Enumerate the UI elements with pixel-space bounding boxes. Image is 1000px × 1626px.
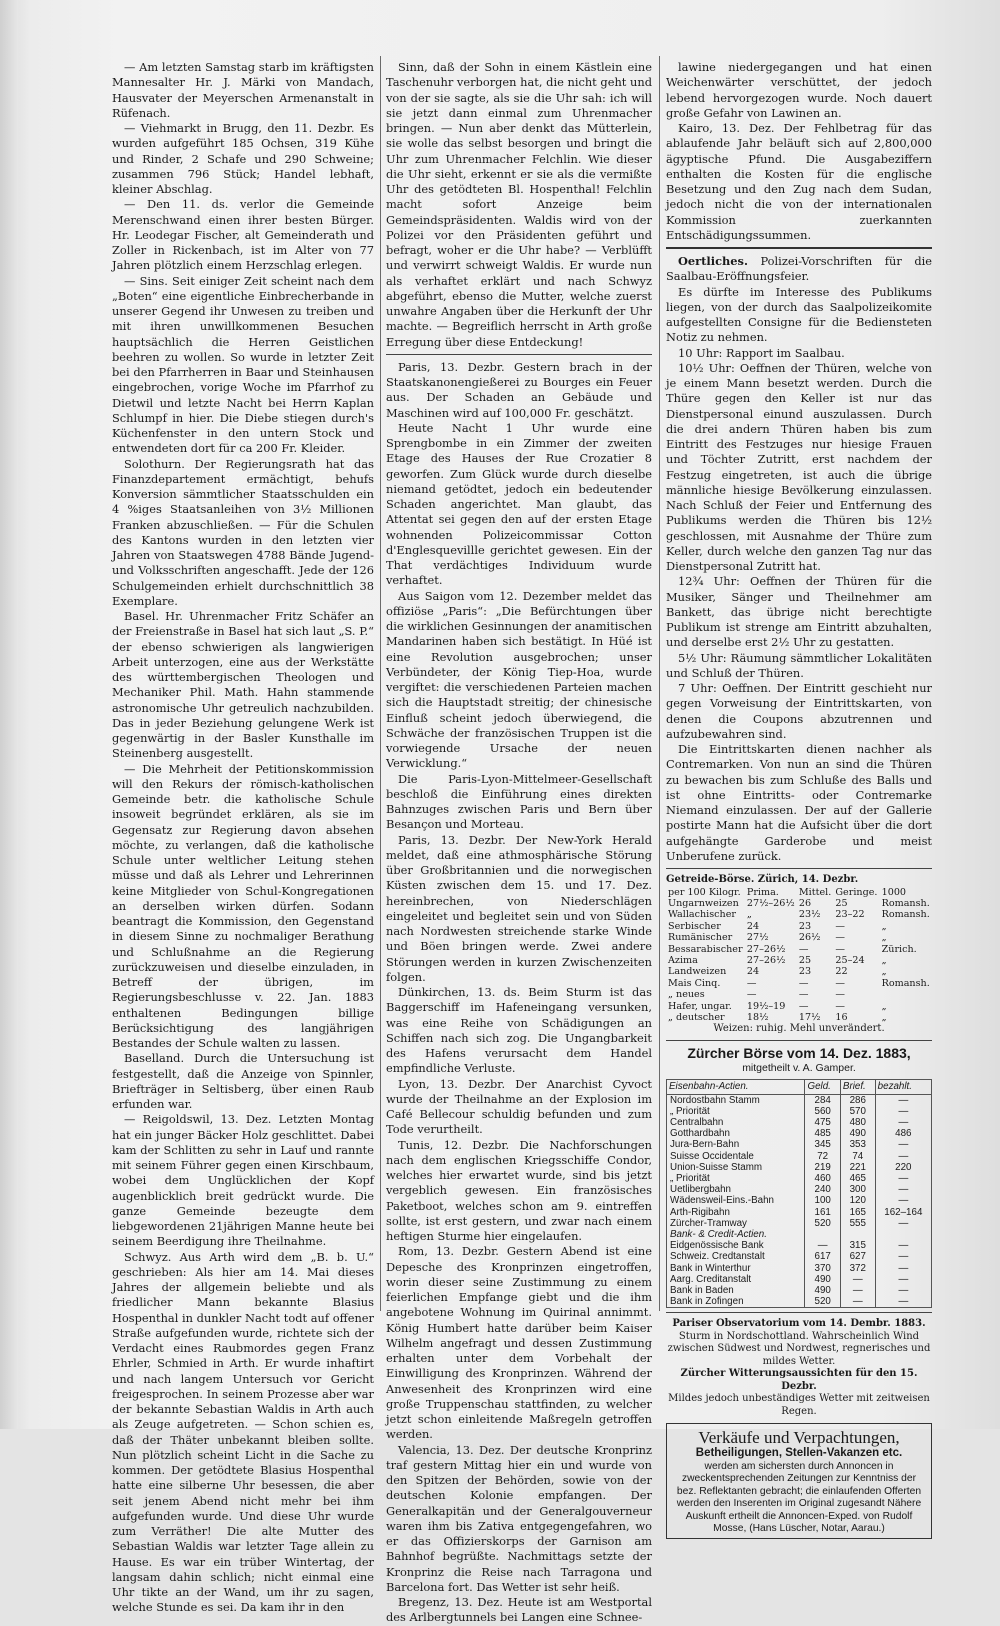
- table-header-cell: Mittel.: [798, 886, 832, 898]
- table-cell: Azima: [668, 954, 698, 966]
- local-news-heading: Oertliches.: [678, 254, 748, 268]
- table-cell: Union-Suisse Stamm: [667, 1162, 805, 1173]
- table-row: [667, 1173, 932, 1184]
- table-cell: Bessarabischer: [668, 943, 743, 955]
- table-cell: „: [881, 932, 887, 944]
- article-paragraph: Sinn, daß der Sohn in einem Kästlein eine Taschenuhr verborgen hat, die nicht geht und von der sie sagte, als sie die Uhr sah: ich will sie jetzt dann einmal zum Uhrenmacher bringen. — Nun aber denkt das Mütterlein, sie wolle das selbst besorgen und bringt die Uhr zum Uhrenmacher Felchlin. Wie dieser die Uhr sieht, erkennt er sie als die vermißte Uhr des getödteten Bl. Hospenthal! Felchlin macht sofort Anzeige beim Gemeindspräsidenten. Waldis wird von der Polizei vor den Präsidenten geführt und befragt, woher er die Uhr habe? — Verblüfft und verwirrt schweigt Waldis. Er wurde nun als verhaftet erklärt und nach Schwyz abgeführt, ebenso die Mutter, welche zuerst unwahre Angaben über die Herkunft der Uhr machte. — Begreiflich herrscht in Arth große Erregung über diese Entdeckung!: [386, 60, 652, 349]
- table-cell: „: [881, 1000, 887, 1012]
- article-paragraph: 5½ Uhr: Räumung sämmtlicher Lokalitäten und Schluß der Thüren.: [666, 650, 932, 680]
- table-cell: —: [875, 1184, 931, 1195]
- table-cell: —: [840, 1296, 875, 1308]
- table-cell: 617: [805, 1251, 840, 1262]
- table-row: [667, 1274, 932, 1285]
- table-cell: 555: [840, 1218, 875, 1229]
- article-paragraph: 10 Uhr: Rapport im Saalbau.: [678, 345, 845, 360]
- table-cell: Mais Cinq.: [668, 977, 721, 989]
- table-cell: 23–22: [835, 909, 865, 921]
- table-header-cell: per 100 Kilogr.: [668, 886, 741, 898]
- table-cell: —: [875, 1151, 931, 1162]
- table-cell: —: [875, 1218, 931, 1229]
- table-row: [667, 1139, 932, 1150]
- table-cell: 286: [840, 1094, 875, 1106]
- table-row: [667, 1195, 932, 1206]
- table-cell: 100: [805, 1195, 840, 1206]
- table-row: [667, 1251, 932, 1262]
- observatory-title: Pariser Observatorium vom 14. Dembr. 1883.: [672, 1318, 926, 1330]
- table-row: [666, 898, 932, 909]
- table-cell: —: [875, 1195, 931, 1206]
- table-cell: „: [746, 909, 752, 921]
- table-cell: Bank in Baden: [667, 1285, 805, 1296]
- table-cell: 460: [805, 1173, 840, 1184]
- article-paragraph: — Am letzten Samstag starb im kräftigsten Mannesalter Hr. J. Märki von Mandach, Hausvater der Meyerschen Armenanstalt in Rüfenach.: [112, 60, 374, 120]
- article-paragraph: Solothurn. Der Regierungsrath hat das Finanzdepartement ermächtigt, behufs Konversion sämmtlicher Staatsschulden ein 4 %iges Staatsanleihen von 3½ Millionen Franken abzuschließen. — Für die Schulen des Kantons wurden in den letzten vier Jahren von Staatswegen 4788 Bände Jugend- und Volksschriften angeschafft. Jede der 126 Schulgemeinden erhielt durchschnittlich 38 Exemplare.: [112, 456, 374, 608]
- table-cell: 165: [840, 1207, 875, 1218]
- table-row: [667, 1184, 932, 1195]
- table-cell: Zürich.: [881, 943, 917, 955]
- table-cell: 480: [840, 1117, 875, 1128]
- stock-exchange-table: [666, 1079, 932, 1308]
- article-paragraph: Tunis, 12. Dezbr. Die Nachforschungen nach dem englischen Kriegsschiffe Condor, welches hier erwartet wurde, sind bis jetzt vergeblich gewesen. Ein französisches Paketboot, welches schon am 9. eintreffen sollte, ist erst gestern, und zwar nach einem heftigen Sturme hier eingelaufen.: [386, 1137, 652, 1243]
- table-cell: 17½: [798, 1011, 821, 1023]
- table-cell: Ungarnweizen: [668, 897, 739, 909]
- table-cell: 300: [840, 1184, 875, 1195]
- table-cell: Hafer, ungar.: [668, 1000, 732, 1012]
- table-cell: „: [881, 966, 887, 978]
- table-cell: —: [798, 1000, 809, 1012]
- article-paragraph: Baselland. Durch die Untersuchung ist festgestellt, daß die Anzeige von Spinnler, Briefträger in Seltisberg, über einen Raub erfunden war.: [112, 1051, 374, 1111]
- column-2: [386, 60, 652, 1626]
- article-paragraph: Schwyz. Aus Arth wird dem „B. b. U.“ geschrieben: Als hier am 14. Mai dieses Jahres der allgemein beliebte und als friedlicher Mann bekannte Blasius Hospenthal in dunkler Nacht todt auf offener Straße aufgefunden wurde, richtete sich der Verdacht eines Raubmordes gegen Franz Ehrler, Schmied in Arth. Er wurde inhaftirt und nach langem Untersuch vor Gericht freigesprochen. In seinem Prozesse aber war der bekannte Sebastian Waldis in Arth auch als Zeuge aufgetreten. — Schon schien es, daß der Thäter unbekannt bleiben sollte. Nun plötzlich scheint Licht in die Sache zu kommen. Der getödtete Blasius Hospenthal hatte eine silberne Uhr besessen, die aber seit jenem Abend nicht mehr bei ihm aufgefunden wurde. Und diese Uhr wurde zum Verräther! Die alte Mutter des Sebastian Waldis war letzter Tage allein zu Hause. Es war ein trüber Wintertag, der langsam dahin schlich; nicht einmal eine Uhr tikte an der Wand, um ihr zu sagen, welche Stunde es sei. Da kam ihr in den: [112, 1249, 374, 1615]
- table-cell: 465: [840, 1173, 875, 1184]
- table-cell: —: [746, 977, 757, 989]
- table-cell: Arth-Rigibahn: [667, 1207, 805, 1218]
- column-1: [112, 60, 374, 1616]
- table-cell: —: [805, 1240, 840, 1251]
- table-cell: 485: [805, 1128, 840, 1139]
- table-cell: —: [875, 1274, 931, 1285]
- column-rule-left: [380, 56, 381, 1311]
- table-cell: 520: [805, 1296, 840, 1308]
- table-cell: 27½–26½: [746, 897, 795, 909]
- table-cell: 74: [840, 1151, 875, 1162]
- table-cell: Bank in Winterthur: [667, 1263, 805, 1274]
- table-cell: 161: [805, 1207, 840, 1218]
- table-row: [666, 921, 932, 932]
- table-cell: 24: [746, 920, 760, 932]
- table-row: [667, 1106, 932, 1117]
- table-cell: —: [875, 1296, 931, 1308]
- separator: [666, 868, 932, 869]
- article-paragraph: Die Paris-Lyon-Mittelmeer-Gesellschaft beschloß die Einführung eines direkten Bahnzuges zwischen Paris und Bern über Besançon und Morteau.: [386, 771, 652, 832]
- table-cell: 19½–19: [746, 1000, 786, 1012]
- table-row: [666, 944, 932, 955]
- table-cell: —: [840, 1274, 875, 1285]
- article-paragraph: Bregenz, 13. Dez. Heute ist am Westportal des Arlbergtunnels bei Langen eine Schnee-: [386, 1595, 652, 1625]
- table-cell: Romansh.: [881, 897, 930, 909]
- table-cell: —: [875, 1240, 931, 1251]
- table-cell: —: [875, 1106, 931, 1117]
- table-cell: Nordostbahn Stamm: [667, 1094, 805, 1106]
- grain-price-table: [666, 887, 932, 1024]
- table-cell: —: [875, 1117, 931, 1128]
- table-cell: 240: [805, 1184, 840, 1195]
- table-header-cell: Geringe.: [835, 886, 878, 898]
- advertisement-subtitle: Betheiligungen, Stellen-Vakanzen etc.: [695, 1446, 903, 1459]
- column-3: [666, 60, 932, 1539]
- table-cell: 26½: [798, 932, 821, 944]
- table-cell: Suisse Occidentale: [667, 1151, 805, 1162]
- table-cell: Jura-Bern-Bahn: [667, 1139, 805, 1150]
- table-cell: Centralbahn: [667, 1117, 805, 1128]
- table-cell: [840, 1229, 875, 1240]
- article-paragraph: — Den 11. ds. verlor die Gemeinde Merenschwand einen ihrer besten Bürger. Hr. Leodegar Fischer, alt Gemeinderath und Zoller in Rickenbach, ist im Alter von 77 Jahren plötzlich einem Herzschlag erlegen.: [112, 197, 374, 273]
- table-cell: 221: [840, 1162, 875, 1173]
- table-cell: Romansh.: [881, 977, 930, 989]
- table-cell: „: [881, 954, 887, 966]
- table-cell: 490: [805, 1285, 840, 1296]
- table-cell: 475: [805, 1117, 840, 1128]
- article-paragraph: Kairo, 13. Dez. Der Fehlbetrag für das ablaufende Jahr beläuft sich auf 2,800,000 ägyptische Pfund. Die Ausgabeziffern enthalten die Kosten für die englische Besetzung und den Zug nach dem Sudan, jedoch nicht die von der internationalen Kommission zuerkannten Entschädigungssummen.: [666, 121, 932, 242]
- table-cell: —: [875, 1139, 931, 1150]
- table-header-cell: Eisenbahn-Actien.: [667, 1080, 805, 1094]
- article-paragraph: lawine niedergegangen und hat einen Weichenwärter verschüttet, der jedoch lebend hervorgezogen wurde. Noch dauert große Gefahr von Lawinen an.: [666, 60, 932, 120]
- table-cell: Uetlibergbahn: [667, 1184, 805, 1195]
- table-row: [667, 1207, 932, 1218]
- table-cell: —: [875, 1263, 931, 1274]
- table-cell: 18½: [746, 1011, 769, 1023]
- table-row: [666, 978, 932, 989]
- table-header-cell: Brief.: [840, 1080, 875, 1094]
- table-cell: —: [835, 977, 845, 989]
- table-cell: Wallachischer: [668, 909, 736, 921]
- grain-exchange-title: Getreide-Börse. Zürich, 14. Dezbr.: [666, 874, 859, 885]
- table-cell: Zürcher-Tramway: [667, 1218, 805, 1229]
- table-cell: Bank in Zofingen: [667, 1296, 805, 1308]
- table-cell: Landweizen: [668, 966, 727, 978]
- table-cell: 284: [805, 1094, 840, 1106]
- table-row: [666, 989, 932, 1000]
- page-binding-edge: [0, 0, 18, 1429]
- table-cell: 120: [840, 1195, 875, 1206]
- stock-exchange-subtitle: mitgetheilt v. A. Gamper.: [742, 1062, 856, 1075]
- separator: [386, 354, 652, 355]
- table-cell: 486: [875, 1128, 931, 1139]
- article-paragraph: Basel. Hr. Uhrenmacher Fritz Schäfer an der Freienstraße in Basel hat sich laut „S. P.“ der ebenso schwierigen als langwierigen Arbeit unterzogen, eine aus der Werkstätte des württembergischen Theologen und Mechaniker Phil. Math. Hahn stammende astronomische Uhr getreulich nachzubilden. Das in jeder Beziehung gelungene Werk ist gegenwärtig in der Basler Kunsthalle im Steinenberg ausgestellt.: [112, 609, 374, 761]
- table-cell: —: [798, 977, 809, 989]
- article-paragraph: 12¾ Uhr: Oeffnen der Thüren für die Musiker, Sänger und Theilnehmer am Bankett, das übrige nicht berechtigte Publikum ist strenge am Eintritt abzuhalten, und derselbe erst 2½ Uhr zu gestatten.: [666, 574, 932, 650]
- table-cell: —: [875, 1094, 931, 1106]
- table-row: [667, 1218, 932, 1229]
- table-cell: „ deutscher: [668, 1011, 725, 1023]
- table-row: [667, 1151, 932, 1162]
- table-cell: 27–26½: [746, 954, 786, 966]
- table-cell: 25: [798, 954, 812, 966]
- separator: [666, 1312, 932, 1313]
- table-cell: „ Priorität: [667, 1173, 805, 1184]
- article-paragraph: 7 Uhr: Oeffnen. Der Eintritt geschieht nur gegen Vorweisung der Eintrittskarten, von denen die Coupons abzutrennen und aufzubewahren sind.: [666, 681, 932, 741]
- article-paragraph: — Viehmarkt in Brugg, den 11. Dezbr. Es wurden aufgeführt 185 Ochsen, 319 Kühe und Rinder, 2 Schafe und 290 Schweine; zusammen 796 Stück; Handel lebhaft, kleiner Abschlag.: [112, 121, 374, 196]
- local-news-subheading: Polizei-Vorschriften für die Saalbau-Eröffnungsfeier.: [666, 254, 932, 284]
- article-paragraph: Heute Nacht 1 Uhr wurde eine Sprengbombe in ein Zimmer der zweiten Etage des Hauses der Rue Crozatier 8 geworfen. Zum Glück wurde durch dieselbe niemand getödtet, jedoch ein bedeutender Schaden angerichtet. Man glaubt, das Attentat sei gegen den auf der ersten Etage wohnenden Polizeicommissar Cotton d'Englesquevillle gerichtet gewesen. Ein der That verdächtiges Individuum wurde verhaftet.: [386, 420, 652, 588]
- table-cell: 25–24: [835, 954, 865, 966]
- table-row: [666, 932, 932, 943]
- article-paragraph: Es dürfte im Interesse des Publikums liegen, von der durch das Saalpolizeikomite aufgestellten Consigne für die Bediensteten Notiz zu nehmen.: [666, 284, 932, 345]
- table-cell: 26: [798, 897, 812, 909]
- advertisement-body: werden am sichersten durch Annoncen in zweckentsprechenden Zeitungen zur Kenntniss der bez. Reflektanten gebracht; die einlaufenden Offerten werden den Inserenten im Original zugesandt Nähere Auskunft ertheilt die Annoncen-Exped. von Rudolf Mosse, (Hans Lüscher, Notar, Aarau.): [676, 1460, 922, 1534]
- table-cell: —: [835, 920, 845, 932]
- weather-outlook-text: Mildes jedoch unbeständiges Wetter mit zeitweisen Regen.: [668, 1393, 930, 1417]
- table-cell: 23: [798, 966, 812, 978]
- grain-exchange-footer: Weizen: ruhig. Mehl unverändert.: [713, 1023, 885, 1035]
- table-cell: Schweiz. Credtanstalt: [667, 1251, 805, 1262]
- table-row: [667, 1162, 932, 1173]
- table-cell: 490: [805, 1274, 840, 1285]
- table-cell: 16: [835, 1011, 848, 1023]
- article-paragraph: Die Eintrittskarten dienen nachher als Contremarken. Von nun an sind die Thüren zu bewachen bis zum Schluße des Balls und ist ohne Eintritts- oder Contremarke Niemand einzulassen. Der auf der Gallerie postirte Mann hat die Aufsicht über die dort aufgehängte Garderobe und meist Unberufene zurück.: [666, 742, 932, 863]
- table-cell: 560: [805, 1106, 840, 1117]
- table-cell: [875, 1229, 931, 1240]
- table-row: [666, 955, 932, 966]
- article-paragraph: — Sins. Seit einiger Zeit scheint nach dem „Boten“ eine eigentliche Einbrecherbande in unserer Gegend ihr Unwesen zu treiben und mit ihren unwillkommenen Besuchen hauptsächlich die Herren Geistlichen beehren zu wollen. So wurde in letzter Zeit bei den Pfarrherren in Baar und Steinhausen eingebrochen, vorige Woche im Pfarrhof zu Dietwil und letzte Nacht bei Herrn Kaplan Schlumpf in hier. Die Diebe stiegen durch's Küchenfenster in den untern Stock und entwendeten dort für ca 200 Fr. Kleider.: [112, 273, 374, 456]
- table-cell: Gotthardbahn: [667, 1128, 805, 1139]
- table-cell: —: [835, 1000, 845, 1012]
- table-cell: 490: [840, 1128, 875, 1139]
- table-cell: 345: [805, 1139, 840, 1150]
- table-cell: 370: [805, 1263, 840, 1274]
- table-cell: 570: [840, 1106, 875, 1117]
- table-header-row: [666, 887, 932, 898]
- table-cell: 162–164: [875, 1207, 931, 1218]
- table-row: [667, 1263, 932, 1274]
- table-cell: „: [881, 1011, 887, 1023]
- table-cell: —: [840, 1285, 875, 1296]
- article-paragraph: Lyon, 13. Dezbr. Der Anarchist Cyvoct wurde der Theilnahme an der Explosion im Café Bellecour schuldig befunden und zum Tode verurtheilt.: [386, 1076, 652, 1137]
- table-cell: —: [835, 932, 845, 944]
- table-cell: Serbischer: [668, 920, 721, 932]
- table-cell: 72: [805, 1151, 840, 1162]
- table-row: [667, 1285, 932, 1296]
- table-cell: —: [875, 1251, 931, 1262]
- table-row: [666, 909, 932, 920]
- table-cell: 24: [746, 966, 760, 978]
- table-header-cell: Prima.: [746, 886, 779, 898]
- table-header-cell: Geld.: [805, 1080, 840, 1094]
- table-row: [667, 1296, 932, 1308]
- article-paragraph: Paris, 13. Dezbr. Der New-York Herald meldet, daß eine athmosphärische Störung über Großbritannien und die norwegischen Küsten zwischen dem 15. und 17. Dez. hereinbrechen, von Niederschlägen eingeleitet und begleitet sein und von Süden nach Nordwesten streichende starke Winde und Böen bringen werde. Zwei andere Störungen werden in kurzen Zwischenzeiten folgen.: [386, 832, 652, 984]
- table-cell: —: [746, 989, 757, 1001]
- advertisement-title: Verkäufe und Verpachtungen,: [698, 1428, 900, 1448]
- table-row: [666, 966, 932, 977]
- article-paragraph: 10½ Uhr: Oeffnen der Thüren, welche von je einem Mann besetzt werden. Durch die Thüre gegen den Keller ist nur das Dienstpersonal einund auszulassen. Durch die drei andern Thüren haben bis zum Eintritt des Festzuges nur hiesige Frauen und Töchter Zutritt, erst nachdem der Festzug eingetreten, ist auch die übrige männliche hiesige Bevölkerung einzulassen. Nach Schluß der Feier und Entfernung des Publikums werden die Thüren bis 12½ geschlossen, mit Ausnahme der Thüre zum Keller, durch welche den ganzen Tag nur das Dienstpersonal Zutritt hat.: [666, 360, 932, 573]
- table-cell: —: [798, 989, 809, 1001]
- article-paragraph: — Reigoldswil, 13. Dez. Letzten Montag hat ein junger Bäcker Holz geschlittet. Dabei kam der Schlitten zu sehr in Lauf und rannte mit seinem Führer gegen einen Kirschbaum, wobei dem Unglücklichen der Kopf augenblicklich breit gedrückt wurde. Die ganze Gemeinde bezeugte dem liebgewordenen 21jährigen Manne heute bei seinem Beerdigung ihre Theilnahme.: [112, 1112, 374, 1249]
- table-cell: —: [875, 1173, 931, 1184]
- table-cell: 27–26½: [746, 943, 786, 955]
- article-paragraph: Aus Saigon vom 12. Dezember meldet das offiziöse „Paris“: „Die Befürchtungen über die wirklichen Gesinnungen der anamitischen Mandarinen haben sich bestätigt. In Hüé ist eine Revolution ausgebrochen; unser Verbündeter, der König Tiep-Hoa, wurde vergiftet: die verschiedenen Parteien machen sich die Hauptstadt streitig; der chinesische Einfluß scheint jedoch überwiegend, die Schwäche der französischen Truppen ist die vorwiegende Ursache der neuen Verwicklung.“: [386, 588, 652, 771]
- article-paragraph: Valencia, 13. Dez. Der deutsche Kronprinz traf gestern Mittag hier ein und wurde von den Spitzen der Behörden, sowie von der deutschen Kolonie empfangen. Der Generalkapitän und der Generalgouverneur waren ihm bis Zativa entgegengefahren, wo er das Offizierskorps der Garnison am Bahnhof begrüßte. Nachmittags setzte der Kronprinz die Reise nach Tarragona und Barcelona fort. Das Wetter ist sehr heiß.: [386, 1442, 652, 1594]
- column-rule-right: [659, 56, 660, 1311]
- table-cell: 627: [840, 1251, 875, 1262]
- table-cell: Eidgenössische Bank: [667, 1240, 805, 1251]
- table-cell: 220: [875, 1162, 931, 1173]
- stock-exchange-title: Zürcher Börse vom 14. Dez. 1883,: [687, 1044, 911, 1061]
- table-row: [667, 1117, 932, 1128]
- table-cell: —: [835, 943, 845, 955]
- table-cell: „: [881, 920, 887, 932]
- table-row: [666, 1012, 932, 1023]
- table-cell: „ Priorität: [667, 1106, 805, 1117]
- table-cell: 27½: [746, 932, 769, 944]
- table-cell: „ neues: [668, 989, 705, 1001]
- table-cell: 219: [805, 1162, 840, 1173]
- table-cell: Rumänischer: [668, 932, 733, 944]
- separator: [666, 1040, 932, 1041]
- table-cell: 23: [798, 920, 812, 932]
- article-paragraph: Dünkirchen, 13. ds. Beim Sturm ist das Baggerschiff im Hafeneingang versunken, was eine Reihe von Schädigungen an Schiffen nach sich zog. Die Ungangbarkeit des Hafens verursacht dem Handel empfindliche Verluste.: [386, 985, 652, 1076]
- table-cell: [880, 989, 932, 1000]
- table-cell: 520: [805, 1218, 840, 1229]
- table-cell: —: [875, 1285, 931, 1296]
- table-row: [666, 1001, 932, 1012]
- local-news-heading-line: [666, 254, 932, 285]
- table-cell: —: [835, 989, 845, 1001]
- table-cell: Romansh.: [881, 909, 930, 921]
- separator: [666, 247, 932, 249]
- table-row: [667, 1128, 932, 1139]
- observatory-text: Sturm in Nordschottland. Wahrscheinlich Wind zwischen Südwest und Nordwest, regnerisches und mildes Wetter.: [667, 1330, 931, 1367]
- table-section-heading: Bank- & Credit-Actien.: [667, 1229, 805, 1240]
- table-cell: —: [798, 943, 809, 955]
- article-paragraph: Paris, 13. Dezbr. Gestern brach in der Staatskanonengießerei zu Bourges ein Feuer aus. Der Schaden an Gebäude und Maschinen wird auf 100,000 Fr. geschätzt.: [386, 359, 652, 420]
- table-header-cell: 1000: [881, 886, 907, 898]
- table-cell: 353: [840, 1139, 875, 1150]
- table-cell: [805, 1229, 840, 1240]
- article-paragraph: Rom, 13. Dezbr. Gestern Abend ist eine Depesche des Kronprinzen eingetroffen, worin dieser seine Zustimmung zu einem feierlichen Empfange giebt und die ihm angebotene Wohnung im Quirinal annimmt. König Humbert hatte darüber beim Kaiser Wilhelm angefragt und dessen Zustimmung erhalten unter dem Vorbehalt der Einwilligung des Kronprinzen. Während der Anwesenheit des Kronprinzen wird eine große Truppenschau stattfinden, zu welcher jetzt schon einleitende Maßregeln getroffen werden.: [386, 1244, 652, 1442]
- table-header-row: [667, 1080, 932, 1094]
- table-header-cell: bezahlt.: [875, 1080, 931, 1094]
- table-cell: 25: [835, 897, 848, 909]
- weather-outlook-title: Zürcher Witterungsaussichten für den 15. Dezbr.: [680, 1368, 918, 1392]
- table-cell: 315: [840, 1240, 875, 1251]
- advertisement-box: [666, 1423, 932, 1539]
- table-section-row: [667, 1229, 932, 1240]
- table-cell: Wädensweil-Eins.-Bahn: [667, 1195, 805, 1206]
- table-cell: 372: [840, 1263, 875, 1274]
- table-row: [667, 1094, 932, 1106]
- table-cell: Aarg. Creditanstalt: [667, 1274, 805, 1285]
- table-row: [667, 1240, 932, 1251]
- article-paragraph: — Die Mehrheit der Petitionskommission will den Rekurs der römisch-katholischen Gemeinde betr. die katholische Schule insoweit begründet erklären, als sie im Gegensatz zur Regierung davon absehen möchte, zu verlangen, daß die katholische Schule unter weltlicher Leitung stehen müsse und daß als Lehrer und Lehrerinnen keine Mitglieder von Schul-Kongregationen an derselben wirken dürfen. Sodann beantragt die Kommission, den Gegenstand in diesem Sinne zu nochmaliger Berathung und Schlußnahme an die Regierung zurückzuweisen und dieselbe einzuladen, in Betreff der übrigen, im Regierungsbeschlusse v. 22. Jan. 1883 enthaltenen Bedingungen billige Berücksichtigung des langjährigen Bestandes der Schule walten zu lassen.: [112, 761, 374, 1050]
- table-cell: 23½: [798, 909, 821, 921]
- table-cell: 22: [835, 966, 848, 978]
